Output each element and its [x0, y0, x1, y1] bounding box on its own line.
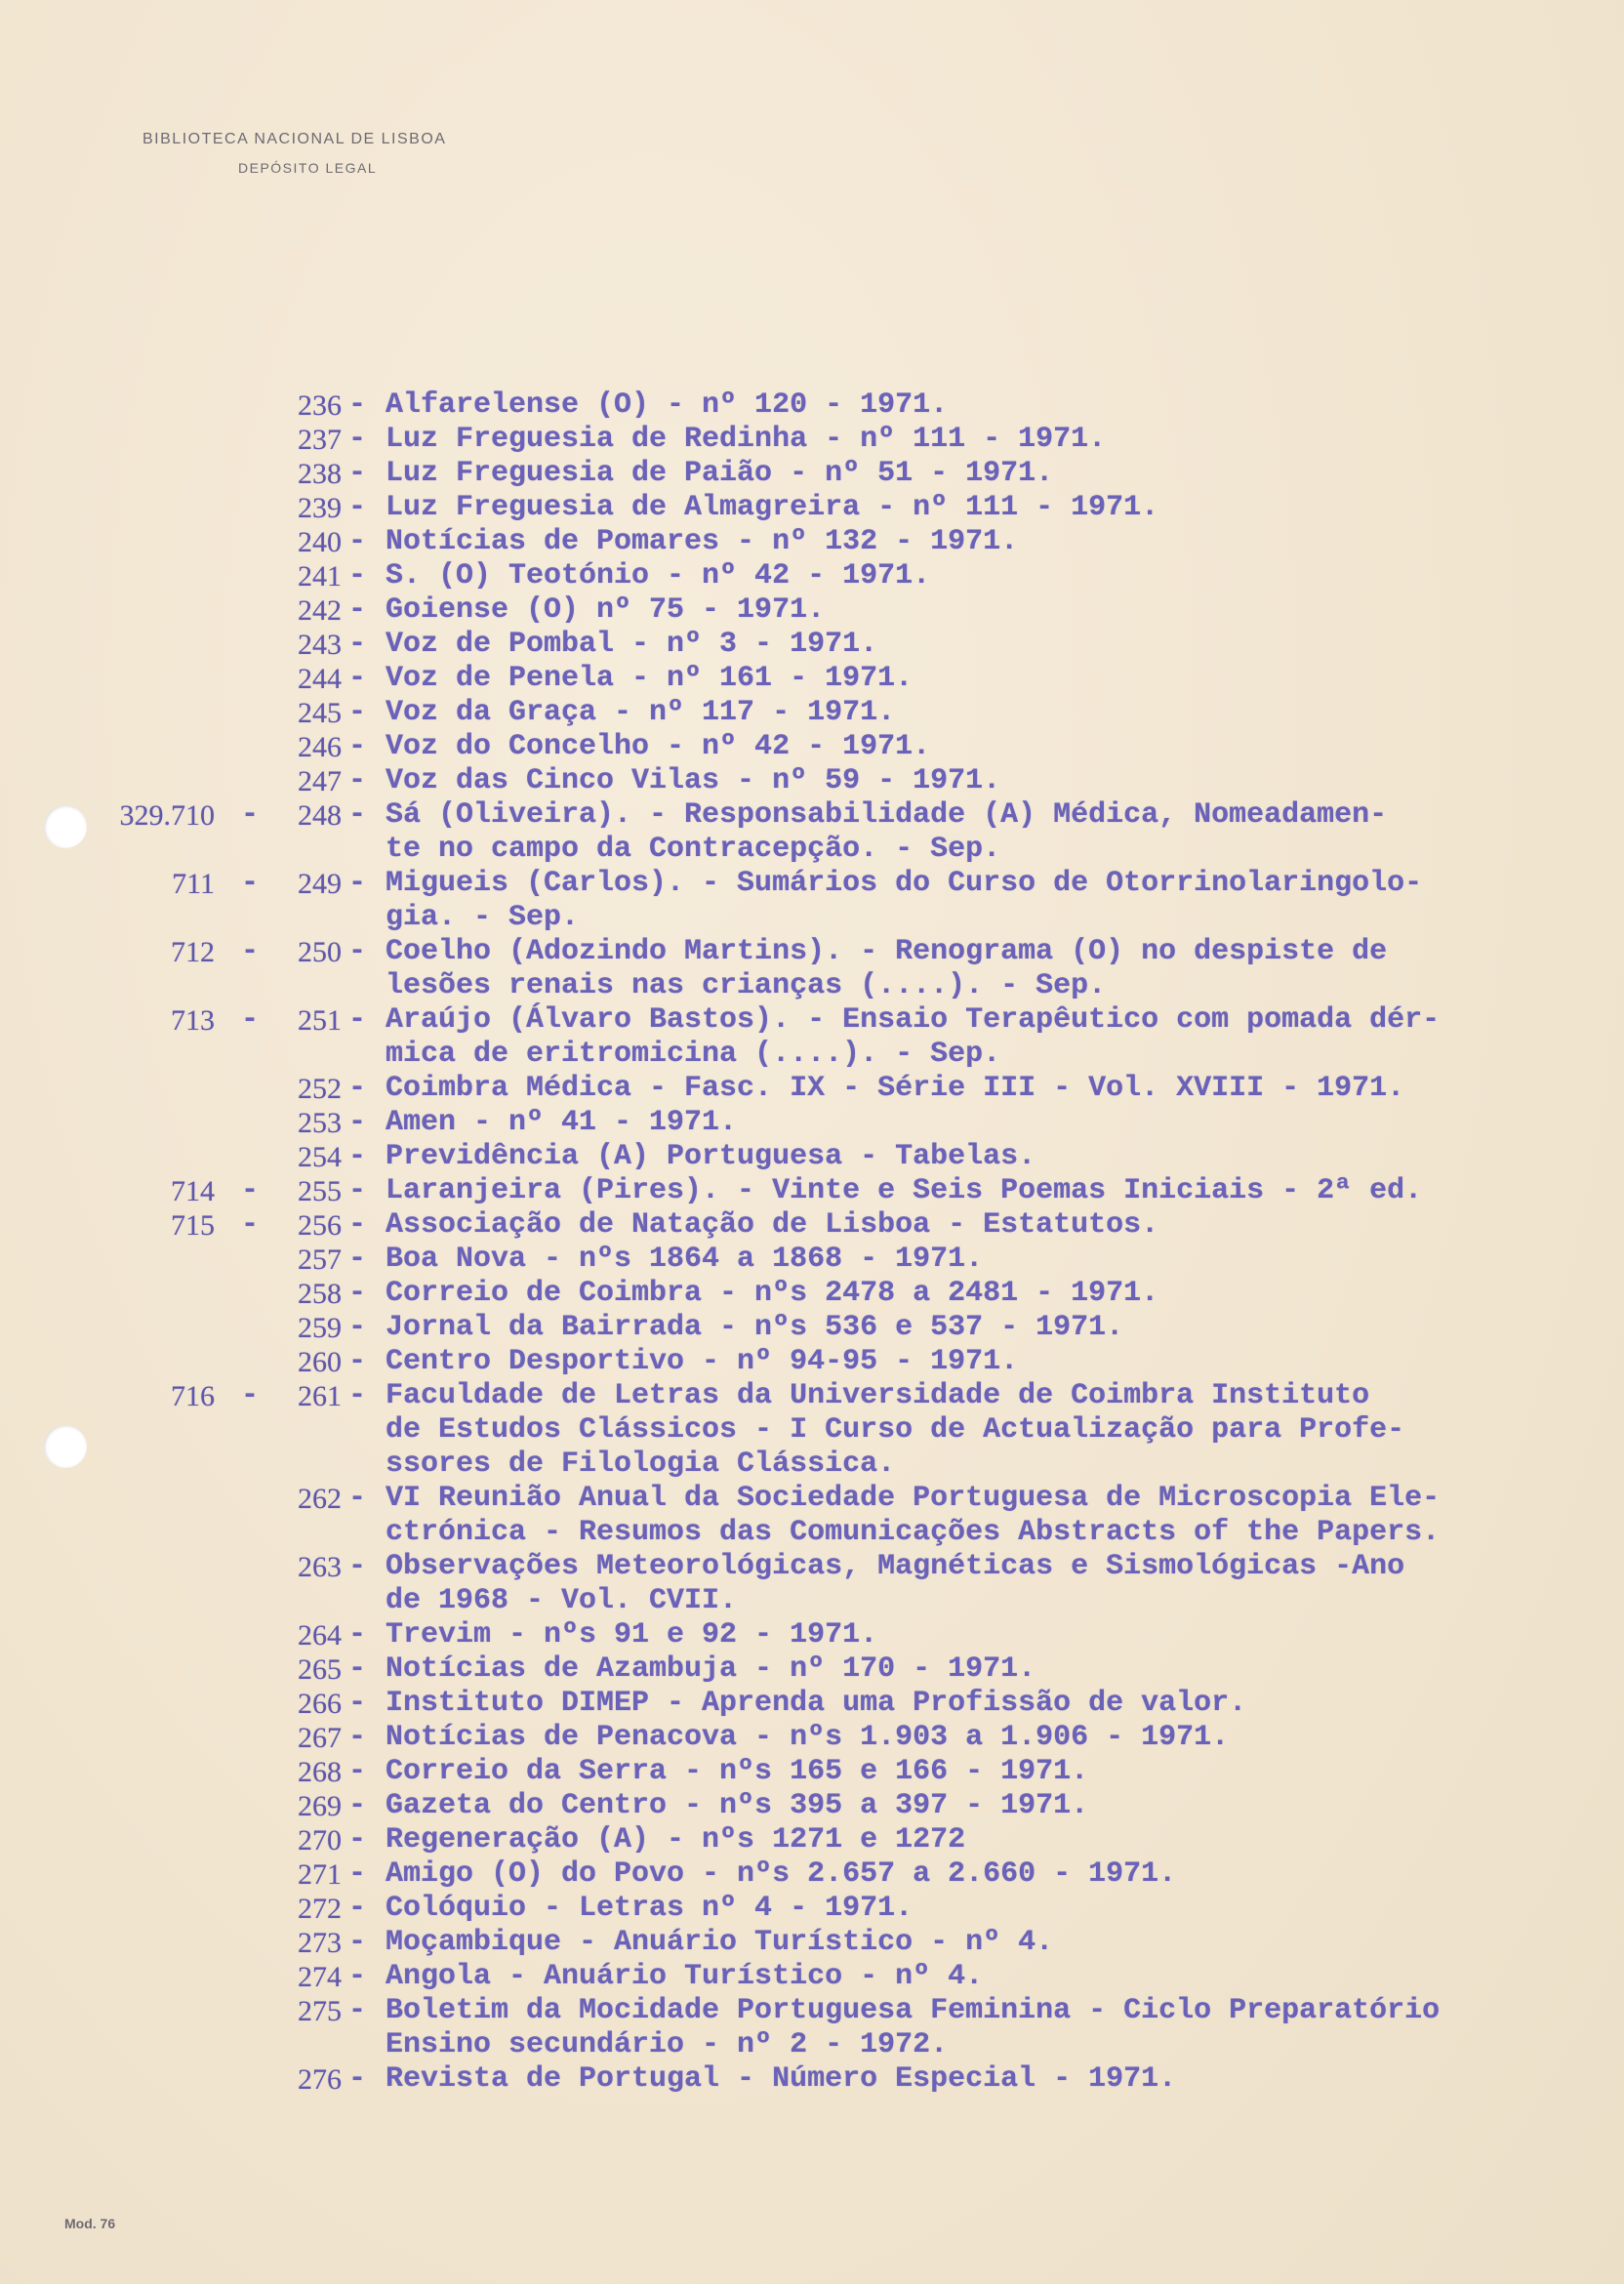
list-entry	[0, 798, 1624, 833]
entry-number: 263	[298, 1551, 342, 1583]
separator-dash: -	[348, 1311, 367, 1344]
list-entry	[0, 696, 1624, 730]
entry-title: Voz de Penela - nº 161 - 1971.	[386, 662, 914, 695]
list-entry	[0, 730, 1624, 764]
entry-title: Correio da Serra - nºs 165 e 166 - 1971.	[386, 1755, 1089, 1788]
separator-dash: -	[348, 1755, 367, 1788]
separator-dash: -	[348, 1550, 367, 1583]
separator-dash: -	[348, 423, 367, 456]
entry-title: Araújo (Álvaro Bastos). - Ensaio Terapêutico com pomada dér-	[386, 1003, 1441, 1037]
list-entry	[0, 1208, 1624, 1243]
separator-dash: -	[348, 1277, 367, 1310]
separator-dash: -	[241, 1208, 260, 1242]
list-entry-continuation	[0, 1448, 1624, 1482]
list-entry	[0, 1721, 1624, 1755]
classification-number: 715	[171, 1209, 215, 1242]
entry-number: 258	[298, 1278, 342, 1310]
entry-number: 264	[298, 1619, 342, 1652]
separator-dash: -	[348, 1687, 367, 1720]
list-entry	[0, 1482, 1624, 1516]
entry-title: de 1968 - Vol. CVII.	[386, 1584, 738, 1617]
entry-number: 252	[298, 1073, 342, 1105]
entry-number: 253	[298, 1107, 342, 1139]
entry-title: Notícias de Penacova - nºs 1.903 a 1.906 - 1971.	[386, 1721, 1230, 1754]
entry-title: Notícias de Azambuja - nº 170 - 1971.	[386, 1652, 1036, 1686]
list-entry-continuation	[0, 901, 1624, 935]
separator-dash: -	[348, 1072, 367, 1105]
entry-number: 241	[298, 560, 342, 592]
entry-title: de Estudos Clássicos - I Curso de Actualização para Profe-	[386, 1413, 1405, 1447]
entry-number: 249	[298, 868, 342, 900]
entry-title: Coelho (Adozindo Martins). - Renograma (O) no despiste de	[386, 935, 1388, 968]
entry-number: 271	[298, 1858, 342, 1891]
entry-number: 273	[298, 1927, 342, 1959]
entry-title: Luz Freguesia de Paião - nº 51 - 1971.	[386, 457, 1054, 490]
entry-title: Correio de Coimbra - nºs 2478 a 2481 - 1971.	[386, 1277, 1159, 1310]
deposit-listing	[0, 388, 1624, 2097]
separator-dash: -	[348, 730, 367, 763]
entry-number: 260	[298, 1346, 342, 1378]
entry-number: 237	[298, 424, 342, 456]
separator-dash: -	[348, 1789, 367, 1822]
entry-title: Jornal da Bairrada - nºs 536 e 537 - 1971.	[386, 1311, 1124, 1344]
classification-number: 713	[171, 1004, 215, 1037]
list-entry	[0, 1789, 1624, 1823]
entry-number: 259	[298, 1312, 342, 1344]
separator-dash: -	[348, 457, 367, 490]
entry-title: Voz de Pombal - nº 3 - 1971.	[386, 628, 878, 661]
separator-dash: -	[348, 1003, 367, 1037]
entry-title: Ensino secundário - nº 2 - 1972.	[386, 2028, 949, 2061]
list-entry	[0, 662, 1624, 696]
separator-dash: -	[348, 1892, 367, 1925]
entry-number: 274	[298, 1961, 342, 1993]
separator-dash: -	[348, 798, 367, 832]
entry-title: VI Reunião Anual da Sociedade Portuguesa de Microscopia Ele-	[386, 1482, 1441, 1515]
entry-number: 257	[298, 1244, 342, 1276]
separator-dash: -	[348, 525, 367, 558]
entry-title: Goiense (O) nº 75 - 1971.	[386, 593, 826, 627]
classification-number: 714	[171, 1175, 215, 1207]
list-entry	[0, 1618, 1624, 1652]
list-entry	[0, 1994, 1624, 2028]
entry-title: Associação de Natação de Lisboa - Estatutos.	[386, 1208, 1159, 1242]
separator-dash: -	[348, 662, 367, 695]
list-entry	[0, 1072, 1624, 1106]
entry-number: 245	[298, 697, 342, 729]
separator-dash: -	[241, 1379, 260, 1412]
list-entry-continuation	[0, 1516, 1624, 1550]
classification-number: 712	[171, 936, 215, 968]
letterhead-institution: BIBLIOTECA NACIONAL DE LISBOA	[142, 131, 447, 147]
entry-title: Amigo (O) do Povo - nºs 2.657 a 2.660 - 1971.	[386, 1857, 1177, 1891]
separator-dash: -	[241, 1003, 260, 1037]
entry-number: 261	[298, 1380, 342, 1412]
list-entry	[0, 559, 1624, 593]
list-entry-continuation	[0, 1038, 1624, 1072]
entry-title: Alfarelense (O) - nº 120 - 1971.	[386, 388, 949, 422]
entry-title: Luz Freguesia de Almagreira - nº 111 - 1971.	[386, 491, 1159, 524]
separator-dash: -	[241, 935, 260, 968]
separator-dash: -	[348, 867, 367, 900]
entry-number: 239	[298, 492, 342, 524]
list-entry	[0, 1243, 1624, 1277]
entry-title: Previdência (A) Portuguesa - Tabelas.	[386, 1140, 1036, 1173]
list-entry	[0, 935, 1624, 969]
entry-title: Faculdade de Letras da Universidade de Coimbra Instituto	[386, 1379, 1370, 1412]
entry-number: 238	[298, 458, 342, 490]
list-entry	[0, 1550, 1624, 1584]
entry-title: te no campo da Contracepção. - Sep.	[386, 833, 1001, 866]
classification-number: 716	[171, 1380, 215, 1412]
entry-number: 267	[298, 1722, 342, 1754]
entry-title: Regeneração (A) - nºs 1271 e 1272	[386, 1823, 966, 1856]
entry-title: mica de eritromicina (....). - Sep.	[386, 1038, 1001, 1071]
entry-number: 266	[298, 1688, 342, 1720]
separator-dash: -	[348, 764, 367, 797]
entry-title: S. (O) Teotónio - nº 42 - 1971.	[386, 559, 931, 592]
entry-title: Centro Desportivo - nº 94-95 - 1971.	[386, 1345, 1019, 1378]
list-entry	[0, 1345, 1624, 1379]
separator-dash: -	[348, 491, 367, 524]
separator-dash: -	[348, 559, 367, 592]
entry-title: ssores de Filologia Clássica.	[386, 1448, 896, 1481]
list-entry	[0, 1823, 1624, 1857]
entry-number: 247	[298, 765, 342, 797]
separator-dash: -	[348, 1208, 367, 1242]
entry-number: 275	[298, 1995, 342, 2027]
list-entry	[0, 2062, 1624, 2097]
entry-title: Voz da Graça - nº 117 - 1971.	[386, 696, 896, 729]
entry-number: 270	[298, 1824, 342, 1856]
separator-dash: -	[348, 1345, 367, 1378]
list-entry	[0, 423, 1624, 457]
separator-dash: -	[348, 1994, 367, 2027]
entry-number: 255	[298, 1175, 342, 1207]
entry-number: 250	[298, 936, 342, 968]
list-entry	[0, 525, 1624, 559]
list-entry	[0, 1755, 1624, 1789]
entry-title: Angola - Anuário Turístico - nº 4.	[386, 1960, 984, 1993]
entry-title: Gazeta do Centro - nºs 395 a 397 - 1971.	[386, 1789, 1089, 1822]
entry-number: 240	[298, 526, 342, 558]
entry-number: 276	[298, 2063, 342, 2096]
list-entry	[0, 491, 1624, 525]
letterhead-department: DEPÓSITO LEGAL	[238, 160, 378, 176]
separator-dash: -	[348, 1379, 367, 1412]
list-entry	[0, 1003, 1624, 1038]
separator-dash: -	[241, 1174, 260, 1207]
separator-dash: -	[348, 2062, 367, 2096]
entry-number: 256	[298, 1209, 342, 1242]
separator-dash: -	[348, 1174, 367, 1207]
list-entry-continuation	[0, 833, 1624, 867]
entry-title: Moçambique - Anuário Turístico - nº 4.	[386, 1926, 1054, 1959]
entry-number: 248	[298, 799, 342, 832]
entry-title: Boa Nova - nºs 1864 a 1868 - 1971.	[386, 1243, 984, 1276]
entry-title: Colóquio - Letras nº 4 - 1971.	[386, 1892, 914, 1925]
separator-dash: -	[348, 1618, 367, 1652]
list-entry	[0, 628, 1624, 662]
list-entry	[0, 1140, 1624, 1174]
list-entry-continuation	[0, 2028, 1624, 2062]
entry-title: ctrónica - Resumos das Comunicações Abstracts of the Papers.	[386, 1516, 1441, 1549]
separator-dash: -	[348, 1140, 367, 1173]
list-entry	[0, 1174, 1624, 1208]
entry-number: 272	[298, 1893, 342, 1925]
list-entry	[0, 1960, 1624, 1994]
form-number: Mod. 76	[64, 2216, 116, 2231]
entry-title: Voz das Cinco Vilas - nº 59 - 1971.	[386, 764, 1001, 797]
entry-number: 254	[298, 1141, 342, 1173]
list-entry	[0, 1687, 1624, 1721]
entry-title: Laranjeira (Pires). - Vinte e Seis Poemas Iniciais - 2ª ed.	[386, 1174, 1423, 1207]
list-entry	[0, 593, 1624, 628]
separator-dash: -	[348, 1721, 367, 1754]
letterhead	[142, 131, 446, 176]
separator-dash: -	[348, 388, 367, 422]
list-entry	[0, 764, 1624, 798]
entry-number: 269	[298, 1790, 342, 1822]
list-entry	[0, 1892, 1624, 1926]
list-entry-continuation	[0, 969, 1624, 1003]
list-entry	[0, 1106, 1624, 1140]
entry-title: gia. - Sep.	[386, 901, 580, 934]
list-entry	[0, 388, 1624, 423]
separator-dash: -	[348, 1243, 367, 1276]
list-entry	[0, 1277, 1624, 1311]
separator-dash: -	[348, 1823, 367, 1856]
separator-dash: -	[348, 1926, 367, 1959]
list-entry	[0, 1311, 1624, 1345]
entry-number: 262	[298, 1483, 342, 1515]
separator-dash: -	[241, 867, 260, 900]
separator-dash: -	[348, 1652, 367, 1686]
separator-dash: -	[348, 1960, 367, 1993]
list-entry	[0, 1926, 1624, 1960]
list-entry	[0, 457, 1624, 491]
classification-number: 711	[172, 868, 215, 900]
classification-number: 329.710	[119, 799, 215, 832]
list-entry	[0, 1652, 1624, 1687]
separator-dash: -	[348, 1106, 367, 1139]
separator-dash: -	[348, 935, 367, 968]
entry-title: lesões renais nas crianças (....). - Sep.	[386, 969, 1107, 1002]
entry-title: Trevim - nºs 91 e 92 - 1971.	[386, 1618, 878, 1652]
list-entry-continuation	[0, 1413, 1624, 1448]
entry-title: Migueis (Carlos). - Sumários do Curso de Otorrinolaringolo-	[386, 867, 1423, 900]
list-entry-continuation	[0, 1584, 1624, 1618]
entry-title: Notícias de Pomares - nº 132 - 1971.	[386, 525, 1019, 558]
entry-title: Voz do Concelho - nº 42 - 1971.	[386, 730, 931, 763]
entry-number: 265	[298, 1653, 342, 1686]
list-entry	[0, 1379, 1624, 1413]
separator-dash: -	[348, 628, 367, 661]
entry-title: Observações Meteorológicas, Magnéticas e Sismológicas -Ano	[386, 1550, 1405, 1583]
list-entry	[0, 1857, 1624, 1892]
entry-number: 236	[298, 389, 342, 422]
separator-dash: -	[241, 798, 260, 832]
entry-title: Revista de Portugal - Número Especial - 1971.	[386, 2062, 1177, 2096]
entry-title: Amen - nº 41 - 1971.	[386, 1106, 738, 1139]
entry-number: 268	[298, 1756, 342, 1788]
entry-title: Boletim da Mocidade Portuguesa Feminina - Ciclo Preparatório	[386, 1994, 1441, 2027]
separator-dash: -	[348, 1482, 367, 1515]
entry-number: 242	[298, 594, 342, 627]
entry-title: Coimbra Médica - Fasc. IX - Série III - Vol. XVIII - 1971.	[386, 1072, 1405, 1105]
entry-title: Sá (Oliveira). - Responsabilidade (A) Médica, Nomeadamen-	[386, 798, 1388, 832]
entry-number: 251	[298, 1004, 342, 1037]
entry-number: 243	[298, 629, 342, 661]
separator-dash: -	[348, 1857, 367, 1891]
entry-title: Luz Freguesia de Redinha - nº 111 - 1971.	[386, 423, 1107, 456]
entry-number: 244	[298, 663, 342, 695]
entry-number: 246	[298, 731, 342, 763]
entry-title: Instituto DIMEP - Aprenda uma Profissão de valor.	[386, 1687, 1247, 1720]
separator-dash: -	[348, 593, 367, 627]
list-entry	[0, 867, 1624, 901]
separator-dash: -	[348, 696, 367, 729]
